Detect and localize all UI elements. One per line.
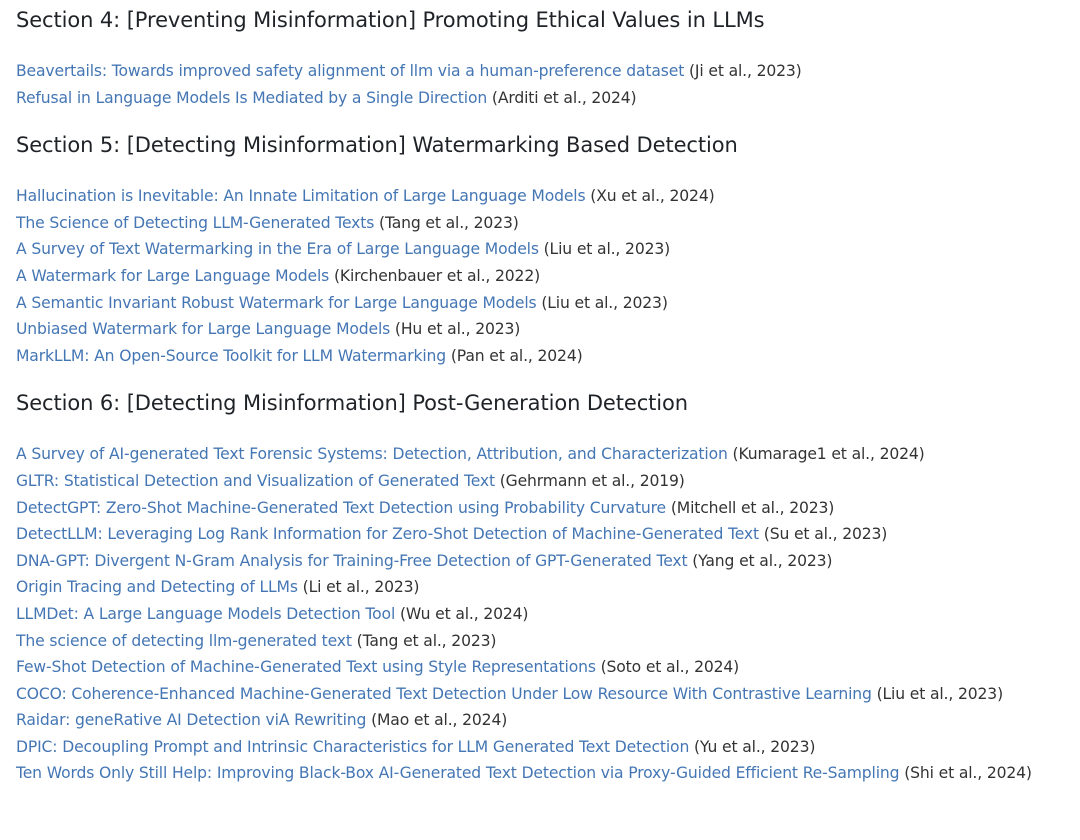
citation: (Liu et al., 2023) (541, 293, 668, 312)
reference-item (16, 760, 1078, 787)
paper-link[interactable]: Beavertails: Towards improved safety alignment of llm via a human-preference dataset (16, 62, 685, 80)
paper-link[interactable]: A Survey of AI-generated Text Forensic Systems: Detection, Attribution, and Characterization (16, 445, 728, 464)
paper-link[interactable]: LLMDet: A Large Language Models Detection Tool (16, 604, 396, 623)
citation: (Hu et al., 2023) (394, 320, 521, 339)
paper-link[interactable]: A Semantic Invariant Robust Watermark for Large Language Models (16, 293, 537, 312)
citation: (Kirchenbauer et al., 2022) (333, 266, 541, 285)
paper-link[interactable]: Ten Words Only Still Help: Improving Black-Box AI-Generated Text Detection via Proxy-Guided Efficient Re-Sampling (16, 764, 900, 783)
citation: (Ji et al., 2023) (689, 62, 802, 80)
section-4 (16, 6, 1078, 131)
section-6 (16, 389, 1078, 787)
reference-item (16, 263, 1078, 290)
paper-link[interactable]: Raidar: geneRative AI Detection viA Rewriting (16, 711, 367, 730)
citation: (Liu et al., 2023) (543, 240, 671, 259)
section-5 (16, 131, 1078, 389)
paper-link[interactable]: The Science of Detecting LLM-Generated Texts (16, 213, 375, 232)
reference-item (16, 236, 1078, 263)
reference-item (16, 58, 1078, 85)
paper-link[interactable]: Refusal in Language Models Is Mediated by a Single Direction (16, 88, 488, 107)
reference-item (16, 707, 1078, 734)
citation: (Tang et al., 2023) (356, 631, 497, 650)
citation: (Li et al., 2023) (302, 578, 420, 597)
reference-list (16, 441, 1078, 787)
citation: (Arditi et al., 2024) (491, 88, 637, 107)
citation: (Gehrmann et al., 2019) (499, 471, 685, 490)
citation: (Liu et al., 2023) (876, 684, 1003, 703)
paper-link[interactable]: The science of detecting llm-generated text (16, 631, 352, 650)
paper-link[interactable]: Unbiased Watermark for Large Language Models (16, 320, 391, 339)
reference-item (16, 681, 1078, 708)
paper-link[interactable]: GLTR: Statistical Detection and Visualization of Generated Text (16, 471, 495, 490)
paper-link[interactable]: A Survey of Text Watermarking in the Era of Large Language Models (16, 240, 539, 259)
citation: (Mao et al., 2024) (371, 711, 508, 730)
reference-item (16, 210, 1078, 237)
citation: (Pan et al., 2024) (450, 346, 583, 365)
reference-item (16, 441, 1078, 468)
citation: (Mitchell et al., 2023) (670, 498, 835, 517)
paper-link[interactable]: DetectLLM: Leveraging Log Rank Information for Zero-Shot Detection of Machine-Generated Text (16, 525, 759, 544)
citation: (Kumarage1 et al., 2024) (732, 445, 925, 464)
paper-link[interactable]: MarkLLM: An Open-Source Toolkit for LLM Watermarking (16, 346, 447, 365)
reference-item (16, 601, 1078, 628)
reference-item (16, 183, 1078, 210)
reference-item (16, 290, 1078, 317)
paper-link[interactable]: COCO: Coherence-Enhanced Machine-Generated Text Detection Under Low Resource With Contrastive Learning (16, 684, 872, 703)
paper-link[interactable]: A Watermark for Large Language Models (16, 266, 330, 285)
reference-item (16, 316, 1078, 343)
paper-link[interactable]: DNA-GPT: Divergent N-Gram Analysis for Training-Free Detection of GPT-Generated Text (16, 551, 688, 570)
citation: (Wu et al., 2024) (399, 604, 529, 623)
paper-link[interactable]: Few-Shot Detection of Machine-Generated Text using Style Representations (16, 658, 596, 677)
paper-link[interactable]: Hallucination is Inevitable: An Innate Limitation of Large Language Models (16, 187, 586, 206)
paper-link[interactable]: Origin Tracing and Detecting of LLMs (16, 578, 298, 597)
reference-item (16, 574, 1078, 601)
reading-list (16, 6, 1078, 787)
paper-link[interactable]: DPIC: Decoupling Prompt and Intrinsic Characteristics for LLM Generated Text Detection (16, 737, 690, 756)
reference-list (16, 183, 1078, 369)
reference-item (16, 628, 1078, 655)
reference-item (16, 85, 1078, 112)
citation: (Yang et al., 2023) (692, 551, 833, 570)
reference-item (16, 343, 1078, 370)
reference-item (16, 654, 1078, 681)
citation: (Xu et al., 2024) (590, 187, 715, 206)
reference-list (16, 58, 1078, 111)
reference-item (16, 548, 1078, 575)
section-heading: Section 4: [Preventing Misinformation] Promoting Ethical Values in LLMs (16, 8, 765, 32)
section-heading: Section 5: [Detecting Misinformation] Watermarking Based Detection (16, 133, 738, 158)
citation: (Su et al., 2023) (763, 525, 888, 544)
citation: (Tang et al., 2023) (379, 213, 519, 232)
paper-link[interactable]: DetectGPT: Zero-Shot Machine-Generated Text Detection using Probability Curvature (16, 498, 667, 517)
section-heading: Section 6: [Detecting Misinformation] Post-Generation Detection (16, 391, 688, 416)
reference-item (16, 521, 1078, 548)
reference-item (16, 495, 1078, 522)
citation: (Yu et al., 2023) (693, 737, 816, 756)
citation: (Shi et al., 2024) (904, 764, 1032, 783)
citation: (Soto et al., 2024) (600, 658, 740, 677)
reference-item (16, 468, 1078, 495)
reference-item (16, 734, 1078, 761)
